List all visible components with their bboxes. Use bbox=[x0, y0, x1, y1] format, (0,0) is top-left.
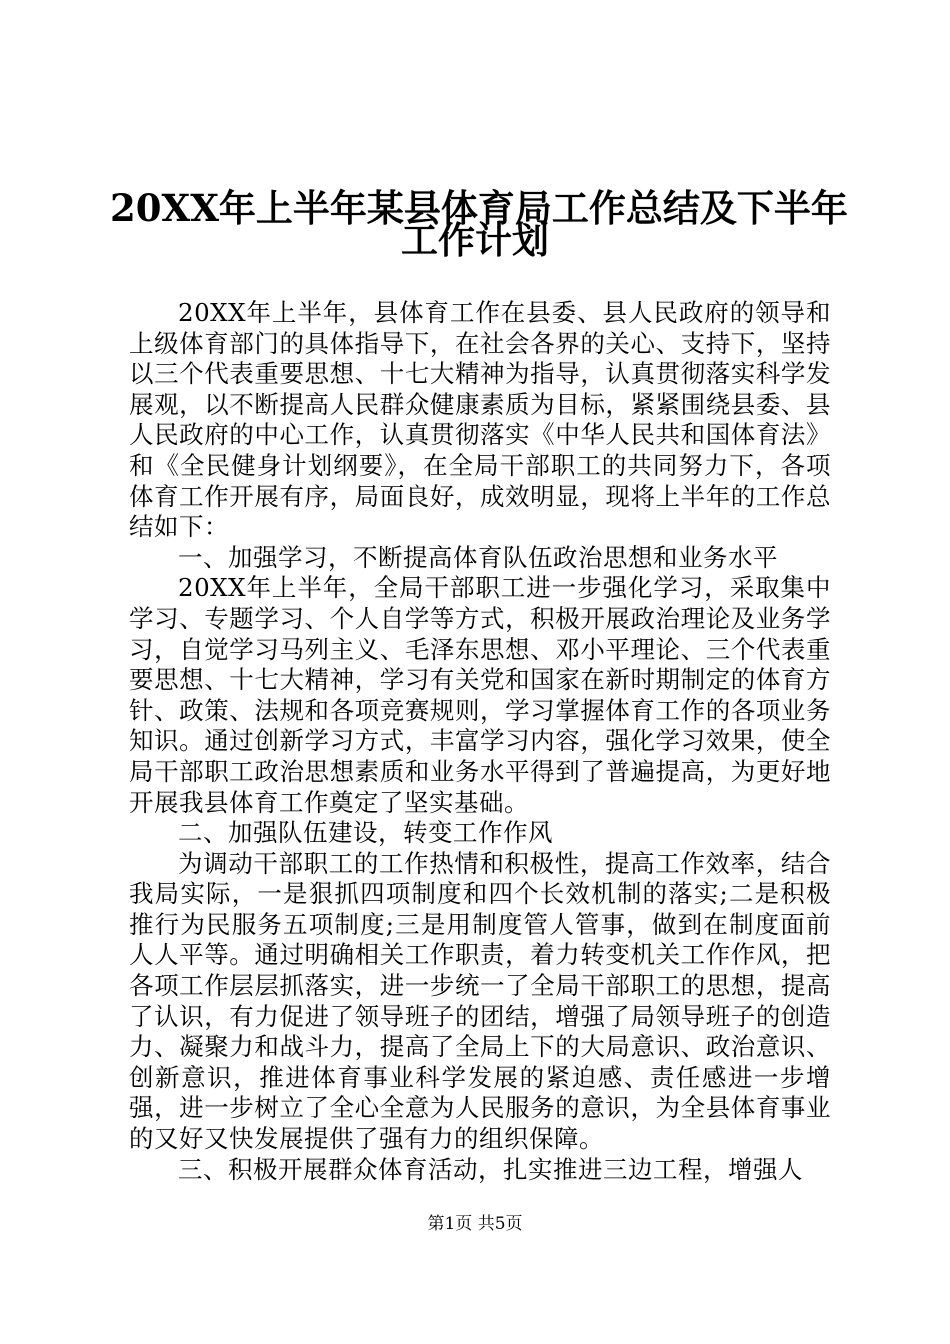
document-title-line-1: 20XX年上半年某县体育局工作总结及下半年 bbox=[110, 186, 848, 230]
section-heading-2: 二、加强队伍建设，转变工作作风 bbox=[178, 818, 553, 848]
document-body bbox=[129, 298, 831, 1185]
document-title-line-2: 工作计划 bbox=[401, 218, 549, 262]
intro-paragraph: 20XX年上半年，县体育工作在县委、县人民政府的领导和上级体育部门的具体指导下，在社会各界的关心、支持下，坚持以三个代表重要思想、十七大精神为指导，认真贯彻落实科学发展观，以不断提高人民群众健康素质为目标，紧紧围绕县委、县人民政府的中心工作，认真贯彻落实《中华人民共和国体育法》和《全民健身计划纲要》，在全局干部职工的共同努力下，各项体育工作开展有序，局面良好，成效明显，现将上半年的工作总结如下： bbox=[129, 298, 831, 542]
section-heading-3: 三、积极开展群众体育活动，扎实推进三边工程，增强人 bbox=[178, 1154, 803, 1184]
page-footer bbox=[0, 1213, 950, 1235]
section-1-paragraph: 20XX年上半年，全局干部职工进一步强化学习，采取集中学习、专题学习、个人自学等方式，积极开展政治理论及业务学习，自觉学习马列主义、毛泽东思想、邓小平理论、三个代表重要思想、十七大精神，学习有关党和国家在新时期制定的体育方针、政策、法规和各项竞赛规则，学习掌握体育工作的各项业务知识。通过创新学习方式，丰富学习内容，强化学习效果，使全局干部职工政治思想素质和业务水平得到了普遍提高，为更好地开展我县体育工作奠定了坚实基础。 bbox=[129, 573, 831, 817]
section-2-paragraph: 为调动干部职工的工作热情和积极性，提高工作效率，结合我局实际，一是狠抓四项制度和四个长效机制的落实;二是积极推行为民服务五项制度;三是用制度管人管事，做到在制度面前人人平等。通过明确相关工作职责，着力转变机关工作作风，把各项工作层层抓落实，进一步统一了全局干部职工的思想，提高了认识，有力促进了领导班子的团结，增强了局领导班子的创造力、凝聚力和战斗力，提高了全局上下的大局意识、政治意识、创新意识，推进体育事业科学发展的紧迫感、责任感进一步增强，进一步树立了全心全意为人民服务的意识，为全县体育事业的又好又快发展提供了强有力的组织保障。 bbox=[129, 848, 831, 1154]
page-number: 第1页 共5页 bbox=[427, 1214, 523, 1234]
section-heading-1: 一、加强学习，不断提高体育队伍政治思想和业务水平 bbox=[178, 542, 778, 572]
